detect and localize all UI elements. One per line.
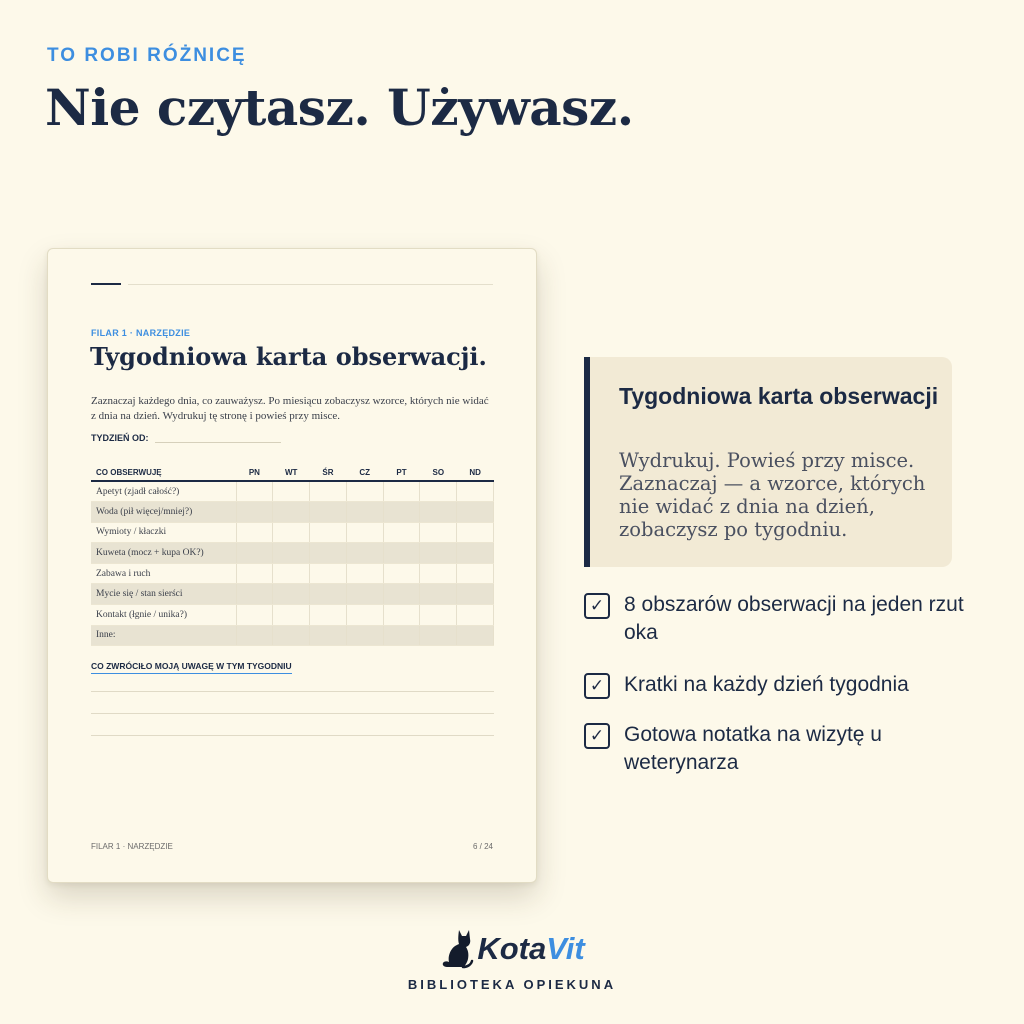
day-header: PT [383, 465, 420, 481]
day-cell [310, 563, 347, 584]
day-cell [310, 584, 347, 605]
doc-footer-section: FILAR 1 · NARZĘDZIE [91, 842, 173, 851]
day-cell [273, 481, 310, 502]
day-cell [236, 563, 273, 584]
day-cell [457, 522, 494, 543]
doc-intro: Zaznaczaj każdego dnia, co zauważysz. Po miesiącu zobaczysz wzorce, których nie widać z dnia na dzień. Wydrukuj tę stronę i powieś przy misce. [91, 395, 489, 422]
day-cell [420, 584, 457, 605]
day-cell [346, 481, 383, 502]
document-preview [47, 248, 537, 883]
day-cell [346, 605, 383, 626]
day-cell [457, 481, 494, 502]
day-cell [236, 584, 273, 605]
note-line [91, 735, 494, 736]
doc-title: Tygodniowa karta obserwacji. [90, 342, 487, 371]
callout-body: Wydrukuj. Powieś przy misce. Zaznaczaj — a wzorce, których nie widać z dnia na dzień, zobaczysz po tygodniu. [619, 449, 926, 541]
day-cell [273, 625, 310, 646]
row-label: Zabawa i ruch [91, 563, 236, 584]
note-line [91, 713, 494, 714]
table-row [91, 543, 494, 564]
day-cell [383, 625, 420, 646]
day-header: WT [273, 465, 310, 481]
day-cell [273, 584, 310, 605]
table-row [91, 563, 494, 584]
day-cell [273, 522, 310, 543]
day-cell [346, 584, 383, 605]
day-cell [236, 522, 273, 543]
feature-item [584, 591, 964, 671]
callout-box [584, 357, 952, 567]
table-row [91, 605, 494, 626]
row-label: Inne: [91, 625, 236, 646]
doc-week-label: TYDZIEŃ OD: [91, 433, 149, 443]
day-cell [273, 563, 310, 584]
row-label: Kontakt (łgnie / unika?) [91, 605, 236, 626]
day-cell [236, 605, 273, 626]
row-label: Mycie się / stan sierści [91, 584, 236, 605]
checkbox-checked-icon: ✓ [584, 723, 610, 749]
day-cell [383, 481, 420, 502]
cat-icon [439, 928, 475, 970]
day-cell [346, 502, 383, 523]
day-cell [346, 625, 383, 646]
day-cell [420, 481, 457, 502]
day-header: PN [236, 465, 273, 481]
table-row [91, 625, 494, 646]
feature-item [584, 671, 964, 721]
table-row [91, 584, 494, 605]
brand-name [477, 928, 584, 970]
day-cell [236, 543, 273, 564]
day-header: SO [420, 465, 457, 481]
row-label: Apetyt (zjadł całość?) [91, 481, 236, 502]
day-cell [310, 522, 347, 543]
day-cell [383, 522, 420, 543]
day-cell [420, 625, 457, 646]
eyebrow: TO ROBI RÓŻNICĘ [47, 45, 247, 66]
day-header: ND [457, 465, 494, 481]
day-cell [420, 522, 457, 543]
observation-table [91, 465, 494, 646]
table-header-row [91, 465, 494, 481]
day-cell [310, 543, 347, 564]
day-cell [236, 502, 273, 523]
row-label: Woda (pił więcej/mniej?) [91, 502, 236, 523]
row-label: Kuweta (mocz + kupa OK?) [91, 543, 236, 564]
feature-item [584, 721, 964, 777]
feature-text: 8 obszarów obserwacji na jeden rzut oka [624, 593, 964, 644]
day-cell [310, 502, 347, 523]
day-cell [457, 605, 494, 626]
table-row [91, 522, 494, 543]
day-cell [420, 502, 457, 523]
day-cell [273, 605, 310, 626]
day-cell [346, 522, 383, 543]
row-label: Wymioty / kłaczki [91, 522, 236, 543]
brand-tagline: BIBLIOTEKA OPIEKUNA [407, 977, 617, 992]
note-line [91, 691, 494, 692]
day-cell [383, 543, 420, 564]
day-cell [346, 543, 383, 564]
doc-kicker: FILAR 1 · NARZĘDZIE [91, 328, 191, 338]
day-cell [310, 605, 347, 626]
doc-top-rule [128, 284, 493, 285]
headline: Nie czytasz. Używasz. [45, 78, 634, 137]
doc-notes-label: CO ZWRÓCIŁO MOJĄ UWAGĘ W TYM TYGODNIU [91, 661, 292, 674]
day-cell [457, 625, 494, 646]
day-cell [273, 502, 310, 523]
day-cell [346, 563, 383, 584]
feature-text: Gotowa notatka na wizytę u weterynarza [624, 723, 882, 774]
day-cell [273, 543, 310, 564]
day-cell [457, 584, 494, 605]
day-cell [457, 563, 494, 584]
brand-name-part2: Vit [546, 931, 585, 966]
day-cell [236, 481, 273, 502]
feature-list [584, 591, 964, 777]
day-cell [310, 625, 347, 646]
doc-page-number: 6 / 24 [472, 842, 493, 851]
day-header: CZ [346, 465, 383, 481]
table-header-label: CO OBSERWUJĘ [91, 465, 236, 481]
day-cell [420, 605, 457, 626]
brand-name-part1: Kota [477, 931, 547, 966]
day-cell [310, 481, 347, 502]
checkbox-checked-icon: ✓ [584, 593, 610, 619]
day-cell [420, 563, 457, 584]
day-cell [457, 543, 494, 564]
day-cell [383, 584, 420, 605]
day-cell [383, 563, 420, 584]
doc-accent-bar [91, 283, 121, 285]
table-row [91, 481, 494, 502]
table-row [91, 502, 494, 523]
feature-text: Kratki na każdy dzień tygodnia [624, 673, 909, 696]
day-header: ŚR [310, 465, 347, 481]
callout-title: Tygodniowa karta obserwacji [619, 383, 939, 409]
day-cell [420, 543, 457, 564]
day-cell [383, 605, 420, 626]
brand-logo [0, 928, 1024, 970]
checkbox-checked-icon: ✓ [584, 673, 610, 699]
day-cell [383, 502, 420, 523]
doc-week-field-line [155, 442, 281, 443]
day-cell [457, 502, 494, 523]
day-cell [236, 625, 273, 646]
